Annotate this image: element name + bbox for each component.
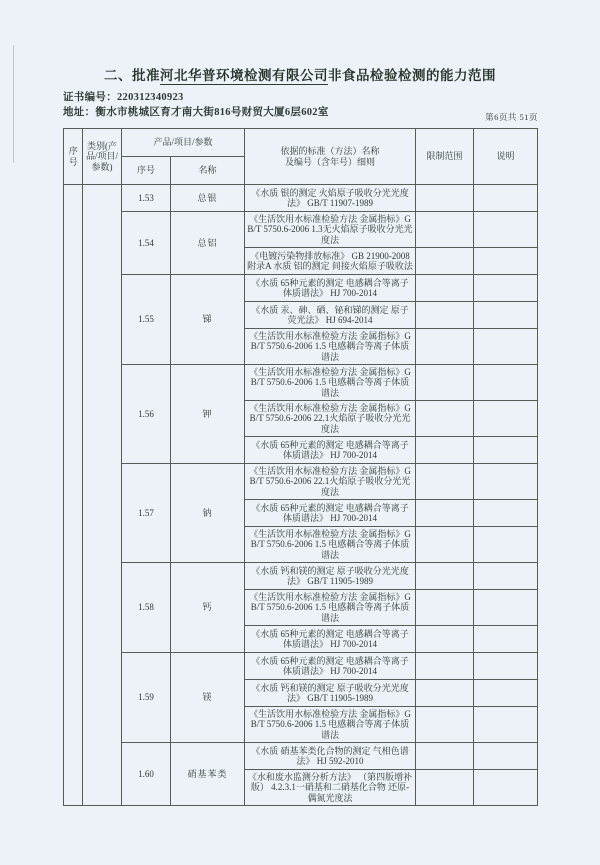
limit-cell [416, 185, 474, 212]
header-sub-seq: 序号 [122, 157, 171, 185]
note-cell [474, 563, 538, 590]
param-name-cell: 镁 [171, 653, 245, 743]
param-name-cell: 总铝 [171, 212, 245, 275]
method-cell: 《水质 65种元素的测定 电感耦合等离子体质谱法》 HJ 700-2014 [245, 437, 416, 464]
method-cell: 《水质 65种元素的测定 电感耦合等离子体质谱法》 HJ 700-2014 [245, 626, 416, 653]
address-value: 衡水市桃城区育才南大街816号财贸大厦6层602室 [95, 107, 329, 118]
table-row [64, 275, 538, 302]
method-cell: 《生活饮用水标准检验方法 金属指标》GB/T 5750.6-2006 1.3无火焰原子吸收分光光度法 [245, 212, 416, 248]
table-row [64, 365, 538, 401]
method-cell: 《生活饮用水标准检验方法 金属指标》GB/T 5750.6-2006 1.5 电感耦合等离子体质谱法 [245, 707, 416, 743]
limit-cell [416, 590, 474, 626]
method-cell: 《水质 65种元素的测定 电感耦合等离子体质谱法》 HJ 700-2014 [245, 275, 416, 302]
note-cell [474, 329, 538, 365]
param-seq-cell: 1.60 [122, 743, 171, 806]
method-cell: 《水和废水监测分析方法》 （第四版增补版） 4.2.3.1一硝基和二硝基化合物 还原-偶氮光度法 [245, 770, 416, 806]
limit-cell [416, 707, 474, 743]
method-cell: 《水质 钙和镁的测定 原子吸收分光光度法》 GB/T 11905-1989 [245, 680, 416, 707]
table-row [64, 563, 538, 590]
title-prefix: 二、批准 [104, 68, 160, 83]
limit-cell [416, 302, 474, 329]
limit-cell [416, 464, 474, 500]
note-cell [474, 743, 538, 770]
category-cell [83, 185, 122, 806]
param-seq-cell: 1.59 [122, 653, 171, 743]
param-seq-cell: 1.55 [122, 275, 171, 365]
global-seq-cell [64, 185, 83, 806]
certificate-number: 220312340923 [117, 92, 184, 103]
note-cell [474, 302, 538, 329]
title-suffix: 非食品检验检测的能力范围 [328, 68, 496, 83]
limit-cell [416, 329, 474, 365]
limit-cell [416, 248, 474, 275]
table-row [64, 653, 538, 680]
header-seq: 序号 [64, 129, 83, 185]
note-cell [474, 527, 538, 563]
company-name-underlined: 河北华普环境检测有限公司 [160, 68, 328, 83]
param-seq-cell: 1.53 [122, 185, 171, 212]
param-seq-cell: 1.54 [122, 212, 171, 275]
method-cell: 《水质 汞、砷、硒、铋和锑的测定 原子荧光法》 HJ 694-2014 [245, 302, 416, 329]
address-line [63, 104, 329, 119]
note-cell [474, 770, 538, 806]
note-cell [474, 212, 538, 248]
note-cell [474, 626, 538, 653]
note-cell [474, 680, 538, 707]
limit-cell [416, 275, 474, 302]
method-cell: 《电镀污染物排放标准》 GB 21900-2008 附录A 水质 铝的测定 间接火焰原子吸收法 [245, 248, 416, 275]
limit-cell [416, 770, 474, 806]
note-cell [474, 707, 538, 743]
method-cell: 《生活饮用水标准检验方法 金属指标》GB/T 5750.6-2006 1.5 电感耦合等离子体质谱法 [245, 590, 416, 626]
param-seq-cell: 1.58 [122, 563, 171, 653]
limit-cell [416, 401, 474, 437]
header-limit: 限制范围 [416, 129, 474, 185]
note-cell [474, 248, 538, 275]
method-cell: 《生活饮用水标准检验方法 金属指标》GB/T 5750.6-2006 1.5 电感耦合等离子体质谱法 [245, 329, 416, 365]
table-row [64, 464, 538, 500]
scan-line-artifact [13, 45, 14, 163]
param-seq-cell: 1.57 [122, 464, 171, 563]
method-cell: 《水质 银的测定 火焰原子吸收分光光度法》 GB/T 11907-1989 [245, 185, 416, 212]
param-name-cell: 锑 [171, 275, 245, 365]
method-cell: 《水质 硝基苯类化合物的测定 气相色谱法》 HJ 592-2010 [245, 743, 416, 770]
param-name-cell: 总银 [171, 185, 245, 212]
note-cell [474, 437, 538, 464]
note-cell [474, 365, 538, 401]
method-cell: 《生活饮用水标准检验方法 金属指标》GB/T 5750.6-2006 1.5 电感耦合等离子体质谱法 [245, 527, 416, 563]
table-row [64, 743, 538, 770]
param-name-cell: 钾 [171, 365, 245, 464]
limit-cell [416, 527, 474, 563]
page-title [0, 64, 600, 84]
limit-cell [416, 653, 474, 680]
address-label: 地址： [63, 107, 96, 118]
method-cell: 《生活饮用水标准检验方法 金属指标》GB/T 5750.6-2006 1.5 电感耦合等离子体质谱法 [245, 365, 416, 401]
method-cell: 《水质 65种元素的测定 电感耦合等离子体质谱法》 HJ 700-2014 [245, 653, 416, 680]
limit-cell [416, 563, 474, 590]
note-cell [474, 653, 538, 680]
table-row [64, 212, 538, 248]
limit-cell [416, 500, 474, 527]
limit-cell [416, 680, 474, 707]
method-cell: 《水质 65种元素的测定 电感耦合等离子体质谱法》 HJ 700-2014 [245, 500, 416, 527]
header-note: 说明 [474, 129, 538, 185]
header-product-group: 产品/项目/参数 [122, 129, 245, 157]
note-cell [474, 464, 538, 500]
note-cell [474, 590, 538, 626]
note-cell [474, 500, 538, 527]
method-cell: 《生活饮用水标准检验方法 金属指标》GB/T 5750.6-2006 22.1火焰原子吸收分光光度法 [245, 401, 416, 437]
header-standard-line2: 及编号（含年号）细则 [285, 156, 376, 167]
header-sub-name: 名称 [171, 157, 245, 185]
certificate-label: 证书编号： [63, 92, 117, 103]
limit-cell [416, 626, 474, 653]
table-row [64, 185, 538, 212]
capability-table [63, 128, 538, 806]
param-name-cell: 硝基苯类 [171, 743, 245, 806]
certificate-number-line [63, 89, 184, 104]
param-seq-cell: 1.56 [122, 365, 171, 464]
header-standard-line1: 依据的标准（方法）名称 [280, 146, 380, 156]
header-standard [245, 129, 416, 185]
page-indicator: 第6页共 51页 [485, 112, 538, 122]
limit-cell [416, 212, 474, 248]
limit-cell [416, 743, 474, 770]
note-cell [474, 185, 538, 212]
param-name-cell: 钠 [171, 464, 245, 563]
method-cell: 《水质 钙和镁的测定 原子吸收分光光度法》 GB/T 11905-1989 [245, 563, 416, 590]
header-category: 类别(产品/项目/参数) [83, 129, 122, 185]
limit-cell [416, 365, 474, 401]
limit-cell [416, 437, 474, 464]
note-cell [474, 275, 538, 302]
note-cell [474, 401, 538, 437]
param-name-cell: 钙 [171, 563, 245, 653]
method-cell: 《生活饮用水标准检验方法 金属指标》GB/T 5750.6-2006 22.1火焰原子吸收分光光度法 [245, 464, 416, 500]
